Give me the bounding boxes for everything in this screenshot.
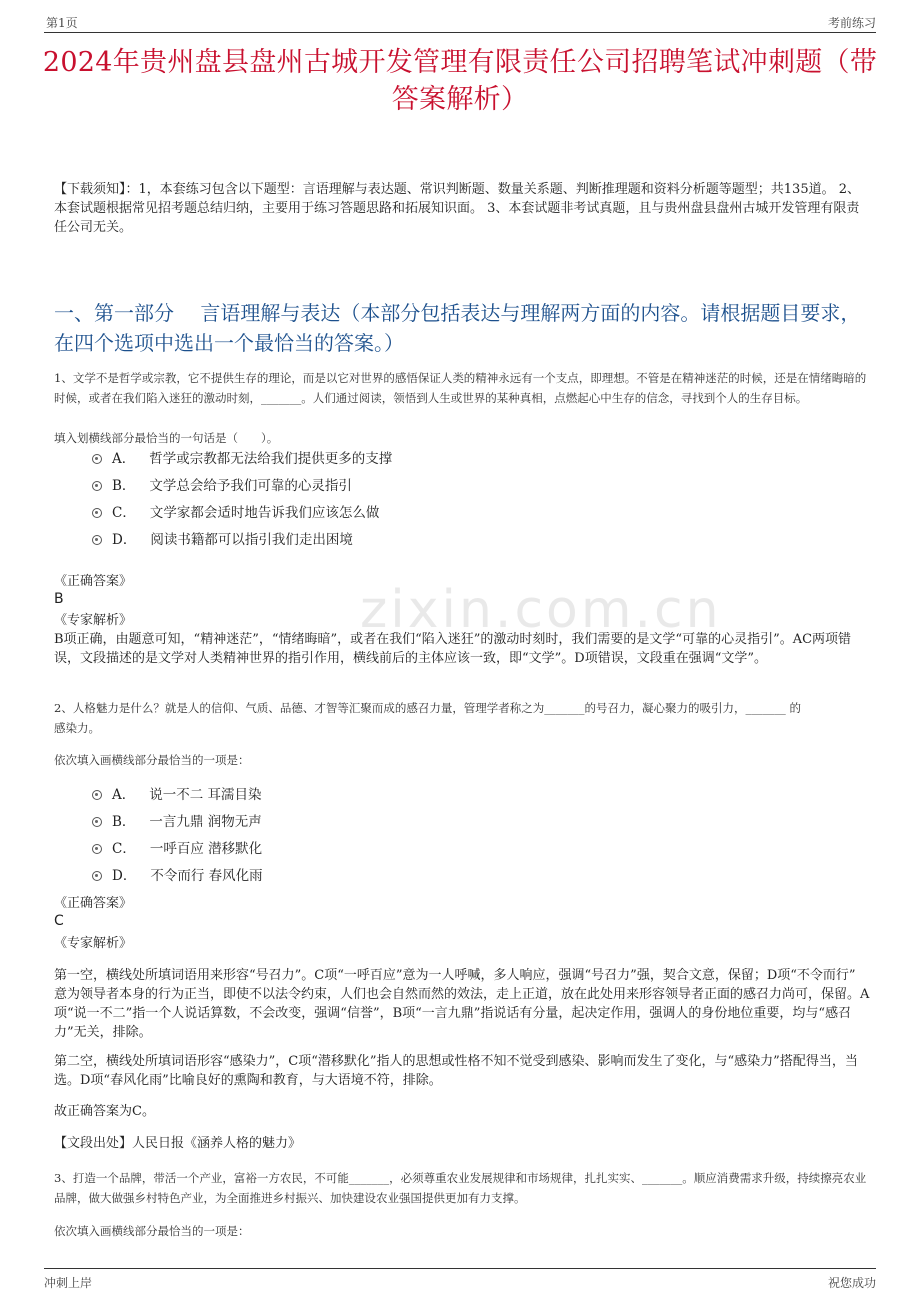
question-2-prompt: 依次填入画横线部分最恰当的一项是： [54, 753, 250, 767]
question-2-source: 【文段出处】人民日报《涵养人格的魅力》 [54, 1136, 302, 1151]
watermark: zixin.com.cn [360, 580, 722, 640]
question-1-answer-heading: 《正确答案》 [54, 574, 133, 589]
question-2-answer-heading: 《正确答案》 [54, 896, 133, 911]
radio-icon[interactable] [92, 871, 102, 881]
question-2-analysis-second-blank: 第二空，横线处所填词语形容“感染力”，C项“潜移默化”指人的思想或性格不知不觉受到感染、影响而发生了变化，与“感染力”搭配得当，当选。D项“春风化雨”比喻良好的熏陶和教育，与大语境不符，排除。 [54, 1054, 858, 1088]
question-2-analysis-heading: 《专家解析》 [54, 936, 133, 951]
question-2-option-a[interactable]: A． 说一不二 耳濡目染 [92, 784, 262, 806]
question-1-analysis-heading: 《专家解析》 [54, 613, 133, 628]
header-label: 考前练习 [827, 16, 876, 30]
question-2-option-d[interactable]: D． 不令而行 春风化雨 [92, 865, 263, 887]
download-notice: 【下载须知】：1，本套练习包含以下题型：言语理解与表达题、常识判断题、数量关系题、判断推理题和资料分析题等题型；共135道。 2、本套试题根据常见招考题总结归纳，主要用于练习答题思路和拓展知识面。 3、本套试题非考试真题，且与贵州盘县盘州古城开发管理有限责任公司无关。 [54, 182, 860, 235]
radio-icon[interactable] [92, 454, 102, 464]
radio-icon[interactable] [92, 844, 102, 854]
question-1-option-a[interactable]: A． 哲学或宗教都无法给我们提供更多的支撑 [92, 448, 392, 470]
question-1-prompt: 填入划横线部分最恰当的一句话是（ ）。 [54, 431, 279, 445]
radio-icon[interactable] [92, 481, 102, 491]
question-1-option-c[interactable]: C． 文学家都会适时地告诉我们应该怎么做 [92, 502, 379, 524]
question-2-analysis-first-blank: 第一空，横线处所填词语用来形容“号召力”。C项“一呼百应”意为一人呼喊，多人响应，强调“号召力”强，契合文意，保留；D项“不令而行” 意为领导者本身的行为正当，即使不以法令约束，人们也会自然而然的效法，走上正道，放在此处用来形容领导者正面的感召力尚可，保留。A项“说一不二”指一个人说话算数，不会改变，强调“信誉”，B项“一言九鼎”指说话有分量，起决定作用，强调人的身份地位重要，均与“感召力”无关，排除。 [54, 968, 870, 1040]
question-1-option-b[interactable]: B． 文学总会给予我们可靠的心灵指引 [92, 475, 352, 497]
question-2-stem: 2、人格魅力是什么？就是人的信仰、气质、品德、才智等汇聚而成的感召力量，管理学者称之为_______的号召力，凝心聚力的吸引力，_______ 的感染力。 [54, 701, 801, 735]
question-3-stem: 3、打造一个品牌，带活一个产业，富裕一方农民，不可能_______，必须尊重农业发展规律和市场规律，扎扎实实、_______。顺应消费需求升级，持续擦亮农业品牌，做大做强乡村特色产业，为全面推进乡村振兴、加快建设农业强国提供更加有力支撑。 [54, 1171, 867, 1205]
document-title: 2024年贵州盘县盘州古城开发管理有限责任公司招聘笔试冲刺题（带答案解析） [42, 47, 878, 115]
question-1-answer: B [54, 591, 64, 607]
page-number: 第1页 [46, 16, 78, 30]
question-2-conclusion: 故正确答案为C。 [54, 1104, 155, 1119]
question-2-answer: C [54, 913, 64, 929]
footer-rule [44, 1268, 876, 1269]
question-3-prompt: 依次填入画横线部分最恰当的一项是： [54, 1224, 250, 1238]
radio-icon[interactable] [92, 790, 102, 800]
section-heading: 一、第一部分 言语理解与表达（本部分包括表达与理解两方面的内容。请根据题目要求，在四个选项中选出一个最恰当的答案。） [54, 301, 861, 355]
header-rule [44, 32, 876, 33]
question-2-option-c[interactable]: C． 一呼百应 潜移默化 [92, 838, 262, 860]
question-1-analysis: B项正确，由题意可知，“精神迷茫”，“情绪晦暗”，或者在我们“陷入迷狂”的激动时刻时，我们需要的是文学“可靠的心灵指引”。AC两项错误，文段描述的是文学对人类精神世界的指引作用，横线前后的主体应该一致，即“文学”。D项错误，文段重在强调“文学”。 [54, 632, 852, 666]
radio-icon[interactable] [92, 817, 102, 827]
radio-icon[interactable] [92, 508, 102, 518]
footer-left-label: 冲刺上岸 [44, 1276, 93, 1290]
radio-icon[interactable] [92, 535, 102, 545]
question-1-option-d[interactable]: D． 阅读书籍都可以指引我们走出困境 [92, 529, 353, 551]
footer-right-label: 祝您成功 [827, 1276, 876, 1290]
question-1-stem: 1、文学不是哲学或宗教，它不提供生存的理论，而是以它对世界的感悟保证人类的精神永远有一个支点，即理想。不管是在精神迷茫的时候，还是在情绪晦暗的时候，或者在我们陷入迷狂的激动时刻，_______。人们通过阅读，领悟到人生或世界的某种真相，点燃起心中生存的信念，寻找到个人的生存目标。 [54, 371, 867, 405]
question-2-option-b[interactable]: B． 一言九鼎 润物无声 [92, 811, 262, 833]
